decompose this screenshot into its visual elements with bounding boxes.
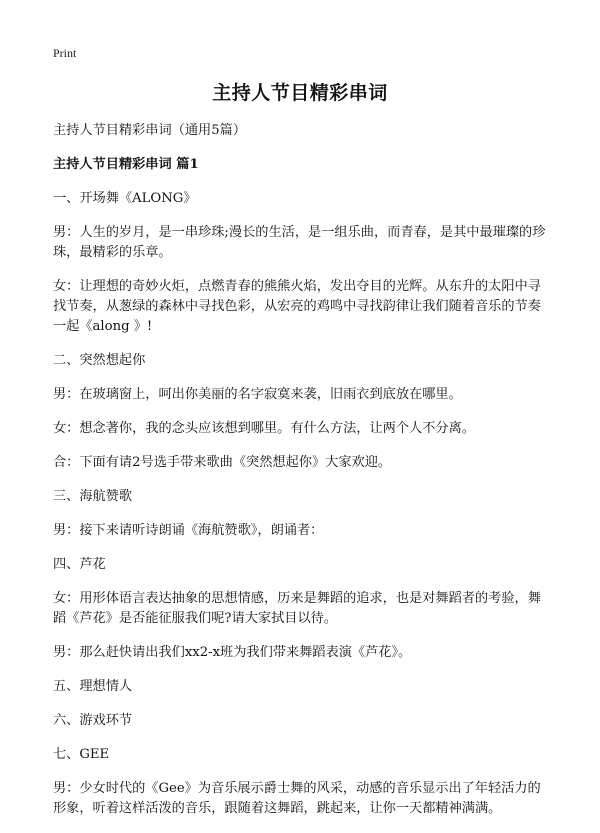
paragraph: 男：少女时代的《Gee》为音乐展示爵士舞的风采，动感的音乐显示出了年轻活力的形象，听着这样活泼的音乐，跟随着这舞蹈，跳起来，让你一天都精神满满。 — [53, 781, 541, 816]
paragraph: 一、开场舞《ALONG》 — [53, 191, 197, 206]
paragraph: 三、海航赞歌 — [53, 489, 133, 504]
paragraph: 七、GEE — [53, 747, 110, 762]
paragraph: 男：那么赶快请出我们xx2-x班为我们带来舞蹈表演《芦花》。 — [53, 645, 412, 660]
paragraph: 合：下面有请2号选手带来歌曲《突然想起你》大家欢迎。 — [53, 455, 392, 470]
paragraph: 四、芦花 — [53, 557, 106, 572]
paragraph: 女：让理想的奇妙火炬，点燃青春的熊熊火焰，发出夺目的光辉。从东升的太阳中寻找节奏，从葱绿的森林中寻找色彩，从宏亮的鸡鸣中寻找韵律让我们随着音乐的节奏一起《along 》! — [53, 279, 541, 334]
document-body — [53, 121, 553, 833]
section-heading: 主持人节目精彩串词 篇1 — [53, 157, 199, 172]
paragraph: 二、突然想起你 — [53, 353, 146, 368]
paragraph: 五、理想情人 — [53, 679, 133, 694]
paragraph: 女：想念著你，我的念头应该想到哪里。有什么方法，让两个人不分离。 — [53, 421, 475, 436]
paragraph: 六、游戏环节 — [53, 713, 133, 728]
paragraph: 男：接下来请听诗朗诵《海航赞歌》，朗诵者： — [53, 523, 324, 538]
page-title: 主持人节目精彩串词 — [212, 82, 388, 104]
print-link[interactable]: Print — [53, 46, 77, 60]
paragraph: 男：人生的岁月，是一串珍珠;漫长的生活，是一组乐曲，而青春，是其中最璀璨的珍珠，最精彩的乐章。 — [53, 225, 546, 260]
paragraph: 男：在玻璃窗上，呵出你美丽的名字寂寞来袭，旧雨衣到底放在哪里。 — [53, 387, 462, 402]
paragraph: 主持人节目精彩串词（通用5篇） — [53, 123, 247, 138]
paragraph: 女：用形体语言表达抽象的思想情感，历来是舞蹈的追求，也是对舞蹈者的考验，舞蹈《芦花》是否能征服我们呢?请大家拭目以待。 — [53, 591, 541, 626]
